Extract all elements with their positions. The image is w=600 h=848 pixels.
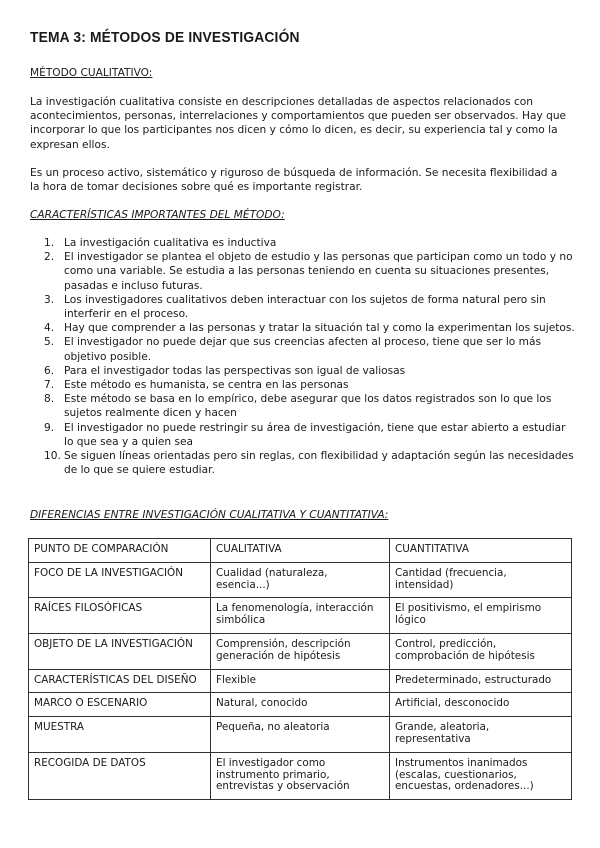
table-cell: Predeterminado, estructurado: [390, 669, 572, 693]
table-cell: Natural, conocido: [211, 693, 390, 717]
table-cell: La fenomenología, interacción simbólica: [211, 598, 390, 634]
table-row: [29, 717, 572, 753]
list-item-number: 6.: [44, 364, 55, 377]
list-item: [30, 335, 575, 363]
table-header-cell: CUANTITATIVA: [390, 539, 572, 563]
table-header-cell: CUALITATIVA: [211, 539, 390, 563]
list-item: [30, 421, 575, 449]
paragraph-process: Es un proceso activo, sistemático y riguroso de búsqueda de información. Se necesita flexibilidad a la hora de tomar decisiones sobre qué es importante registrar.: [30, 167, 558, 194]
table-row: [29, 633, 572, 669]
table-cell: FOCO DE LA INVESTIGACIÓN: [29, 562, 211, 598]
list-item-number: 7.: [44, 379, 55, 392]
table-header-cell: PUNTO DE COMPARACIÓN: [29, 539, 211, 563]
table-cell: El positivismo, el empirismo lógico: [390, 598, 572, 634]
table-cell: Cantidad (frecuencia, intensidad): [390, 562, 572, 598]
list-item-text: El investigador no puede restringir su área de investigación, tiene que estar abierto a estudiar lo que sea y a quien sea: [64, 421, 566, 448]
list-item: [30, 236, 575, 250]
table-cell: Artificial, desconocido: [390, 693, 572, 717]
list-item-text: Hay que comprender a las personas y tratar la situación tal y como la experimentan los sujetos.: [64, 322, 575, 335]
list-item-number: 8.: [44, 393, 55, 406]
comparison-table: [28, 538, 572, 800]
table-cell: El investigador como instrumento primario, entrevistas y observación: [211, 752, 390, 799]
list-item-number: 9.: [44, 421, 55, 434]
table-cell: Control, predicción, comprobación de hipótesis: [390, 633, 572, 669]
table-cell: RAÍCES FILOSÓFICAS: [29, 598, 211, 634]
table-cell: MUESTRA: [29, 717, 211, 753]
list-item: [30, 321, 575, 335]
table-header-row: [29, 539, 572, 563]
list-item-text: Este método se basa en lo empírico, debe asegurar que los datos registrados son lo que los sujetos realmente dicen y hacen: [64, 393, 552, 420]
table-cell: Flexible: [211, 669, 390, 693]
list-item: [30, 378, 575, 392]
list-item-text: Este método es humanista, se centra en las personas: [64, 379, 349, 392]
paragraph-definition: La investigación cualitativa consiste en descripciones detalladas de aspectos relacionados con acontecimientos, personas, interrelaciones y comportamientos que pueden ser observados. Hay que incorporar lo que los participantes nos dicen y cómo lo dicen, es decir, su experiencia tal y como la expresan ellos.: [30, 96, 567, 151]
list-item-number: 10.: [44, 450, 61, 463]
list-item: [30, 392, 575, 420]
table-row: [29, 669, 572, 693]
list-item-number: 3.: [44, 293, 55, 306]
list-item-text: El investigador se plantea el objeto de estudio y las personas que participan como un todo y no como una variable. Se estudia a las personas teniendo en cuenta su situaciones presentes, pasadas e incluso futuras.: [64, 251, 573, 292]
section-heading-metodo-cualitativo: MÉTODO CUALITATIVO:: [30, 67, 153, 79]
list-item-text: El investigador no puede dejar que sus creencias afecten al proceso, tiene que ser lo más objetivo posible.: [64, 336, 541, 363]
list-item-number: 4.: [44, 322, 55, 335]
table-cell: CARACTERÍSTICAS DEL DISEÑO: [29, 669, 211, 693]
list-item: [30, 364, 575, 378]
table-row: [29, 562, 572, 598]
page-title: TEMA 3: MÉTODOS DE INVESTIGACIÓN: [30, 29, 300, 46]
table-cell: OBJETO DE LA INVESTIGACIÓN: [29, 633, 211, 669]
list-item-text: Se siguen líneas orientadas pero sin reglas, con flexibilidad y adaptación según las necesidades de lo que se quiere estudiar.: [64, 450, 574, 477]
list-item-number: 1.: [44, 237, 55, 249]
table-cell: Instrumentos inanimados (escalas, cuestionarios, encuestas, ordenadores...): [390, 752, 572, 799]
table-cell: Grande, aleatoria, representativa: [390, 717, 572, 753]
table-cell: MARCO O ESCENARIO: [29, 693, 211, 717]
table-cell: RECOGIDA DE DATOS: [29, 752, 211, 799]
table-cell: Pequeña, no aleatoria: [211, 717, 390, 753]
list-item: [30, 293, 575, 321]
characteristics-list: [30, 236, 575, 477]
table-cell: Comprensión, descripción generación de hipótesis: [211, 633, 390, 669]
table-row: [29, 693, 572, 717]
list-item-text: La investigación cualitativa es inductiva: [64, 237, 277, 249]
list-item: [30, 250, 575, 293]
list-item-number: 5.: [44, 336, 55, 349]
table-cell: Cualidad (naturaleza, esencia...): [211, 562, 390, 598]
table-row: [29, 752, 572, 799]
list-item-text: Los investigadores cualitativos deben interactuar con los sujetos de forma natural pero sin interferir en el proceso.: [64, 293, 546, 321]
section-heading-caracteristicas: CARACTERÍSTICAS IMPORTANTES DEL MÉTODO:: [30, 209, 285, 221]
list-item: [30, 449, 575, 477]
section-heading-diferencias: DIFERENCIAS ENTRE INVESTIGACIÓN CUALITATIVA Y CUANTITATIVA:: [30, 509, 389, 521]
list-item-text: Para el investigador todas las perspectivas son igual de valiosas: [64, 364, 406, 377]
list-item-number: 2.: [44, 251, 55, 264]
table-row: [29, 598, 572, 634]
